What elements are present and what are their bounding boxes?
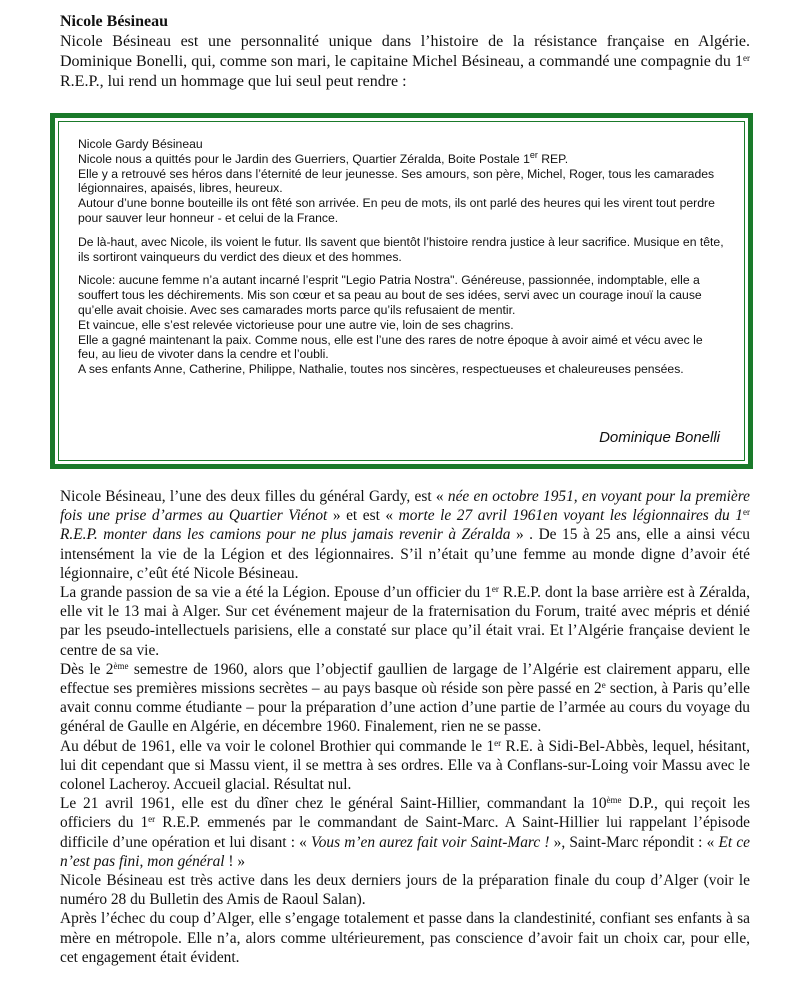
text-run: Le 21 avril 1961, elle est du dîner chez le général Saint-Hillier, commandant la 10: [60, 795, 607, 813]
quote-run: née en octobre 1951, en voyant pour la première fois une prise d’armes au Quartier Viénot: [60, 488, 751, 525]
tribute-line1-text: Nicole nous a quittés pour le Jardin des Guerriers, Quartier Zéralda, Boite Postale 1: [78, 151, 530, 166]
superscript: e: [601, 680, 606, 691]
body-paragraph-2: [60, 583, 750, 660]
body-paragraph-3: [60, 660, 750, 737]
intro-text-a: Nicole Bésineau est une personnalité unique dans l’histoire de la résistance française en Algérie. Dominique Bonelli, qui, comme son mari, le capitaine Michel Bésineau, a commandé une compagnie du 1: [60, 33, 750, 70]
body-section: [60, 487, 750, 967]
tribute-line1-end: REP.: [537, 151, 569, 166]
body-paragraph-5: [60, 794, 750, 871]
tribute-signature: Dominique Bonelli: [599, 429, 720, 446]
text-run: La grande passion de sa vie a été la Légion. Epouse d’un officier du 1: [60, 584, 492, 602]
text-run: R.E.P. emmenés par le commandant de Saint-Marc. A Saint-Hillier lui rappelant l’épisode difficile d’une opération et lui disant : «: [60, 814, 750, 851]
superscript: ème: [606, 795, 622, 806]
quote-run: Vous m’en aurez fait voir Saint-Marc !: [311, 833, 550, 851]
superscript: er: [148, 814, 156, 825]
superscript: er: [494, 737, 502, 748]
body-paragraph-4: [60, 737, 750, 795]
tribute-line1: [78, 149, 726, 167]
text-run: » . De 15 à 25 ans, elle a ainsi vécu intensément la vie de la Légion et des légionnaires. S’il n’était qu’une femme au monde digne d’avoir été légionnaire, c’eût été Nicole Bésineau.: [60, 526, 750, 582]
spacer: [78, 264, 726, 273]
text-run: section, à Paris qu’elle avait connu comme étudiante – pour la préparation d’une action d’une partie de l’armée au cours du voyage du général de Gaulle en Algérie, en décembre 1960. Finalement, rien ne se passe.: [60, 680, 750, 736]
intro-section: [60, 12, 750, 92]
tribute-para1: Elle y a retrouvé ses héros dans l’éternité de leur jeunesse. Ses amours, son père, Michel, Roger, tous les camarades légionnaires, apaisés, libres, heureux.: [78, 166, 715, 196]
text-run: Dès le 2: [60, 660, 114, 678]
tribute-para4: Nicole: aucune femme n’a autant incarné l’esprit "Legio Patria Nostra". Généreuse, passionnée, indomptable, elle a souffert tous les déchirements. Mis son cœur et sa peau au bout de ses idées, servi avec un courage inouï la cause qu’elle avait choisie. Avec ses camarades morts parce qu’ils refusaient de mentir.: [78, 273, 702, 317]
tribute-line1-sup: er: [529, 149, 538, 160]
superscript: ème: [113, 660, 129, 671]
superscript: er: [743, 507, 750, 518]
page-title: Nicole Bésineau: [60, 13, 168, 30]
text-run: » et est «: [327, 507, 399, 525]
text-run: », Saint-Marc répondit : «: [549, 833, 719, 851]
intro-sup: er: [743, 53, 750, 63]
text-run: Au début de 1961, elle va voir le colonel Brothier qui commande le 1: [60, 737, 495, 755]
quote-run: morte le 27 avril 1961en voyant les légionnaires du 1: [398, 507, 743, 525]
text-run: R.E.P. dont la base arrière est à Zéralda, elle vit le 13 mai à Alger. Sur cet événement majeur de la fraternisation du Forum, traité avec mépris et dénié par les pseudo-intellectuels parisiens, elle a constaté sur place qu’il était vrai. Et l’Algérie française devient le centre de sa vie.: [60, 584, 750, 659]
superscript: er: [491, 584, 499, 595]
quote-run: R.E.P. monter dans les camions pour ne plus jamais revenir à Zéralda: [60, 526, 511, 544]
text-run: ! »: [224, 852, 246, 870]
tribute-para5: Et vaincue, elle s’est relevée victorieuse pour une autre vie, loin de ses chagrins.: [78, 317, 514, 332]
body-paragraph-7: Après l’échec du coup d’Alger, elle s’engage totalement et passe dans la clandestinité, confiant ses enfants à sa mère en métropole. Elle n’a, alors comme ultérieurement, pas conscience d’avoir fait un choix car, pour elle, cet engagement était évident.: [60, 910, 750, 966]
tribute-para3: De là-haut, avec Nicole, ils voient le futur. Ils savent que bientôt l’histoire rendra justice à leur sacrifice. Musique en tête, ils sortiront vainqueurs du verdict des dieux et des hommes.: [78, 234, 724, 264]
text-run: R.E. à Sidi-Bel-Abbès, lequel, hésitant, lui dit cependant que si Massu vient, il se mettra à ses ordres. Elle va à Conflans-sur-Loing voir Massu avec le colonel Lacheroy. Accueil glacial. Résultat nul.: [60, 737, 750, 794]
body-paragraph-6: Nicole Bésineau est très active dans les deux derniers jours de la préparation finale du coup d’Alger (voir le numéro 28 du Bulletin des Amis de Raoul Salan).: [60, 872, 750, 909]
quote-run: Et ce n’est pas fini, mon général: [60, 833, 751, 870]
tribute-para6: Elle a gagné maintenant la paix. Comme nous, elle est l’une des rares de notre époque à avoir aimé et vécu avec le feu, au lieu de vivoter dans la cendre et l’oubli.: [78, 332, 703, 362]
text-run: D.P., qui reçoit les officiers du 1: [60, 795, 751, 832]
text-run: semestre de 1960, alors que l’objectif gaullien de largage de l’Algérie est clairement apparu, elle effectue ses premières missions secrètes – au pays basque où réside son père passé en 2: [60, 660, 750, 698]
body-paragraph-1: [60, 487, 750, 583]
intro-paragraph: [60, 32, 750, 92]
intro-text-b: R.E.P., lui rend un hommage que lui seul peut rendre :: [60, 73, 407, 90]
tribute-heading: Nicole Gardy Bésineau: [78, 137, 203, 151]
tribute-para2: Autour d’une bonne bouteille ils ont fêté son arrivée. En peu de mots, ils ont parlé des heures qui les virent tout perdre pour sauver leur honneur - et celui de la France.: [78, 196, 715, 225]
tribute-para7: A ses enfants Anne, Catherine, Philippe, Nathalie, toutes nos sincères, respectueuses et chaleureuses pensées.: [78, 362, 684, 377]
text-run: Nicole Bésineau, l’une des deux filles du général Gardy, est «: [60, 488, 448, 505]
tribute-text: [78, 137, 726, 377]
spacer: [78, 226, 726, 235]
